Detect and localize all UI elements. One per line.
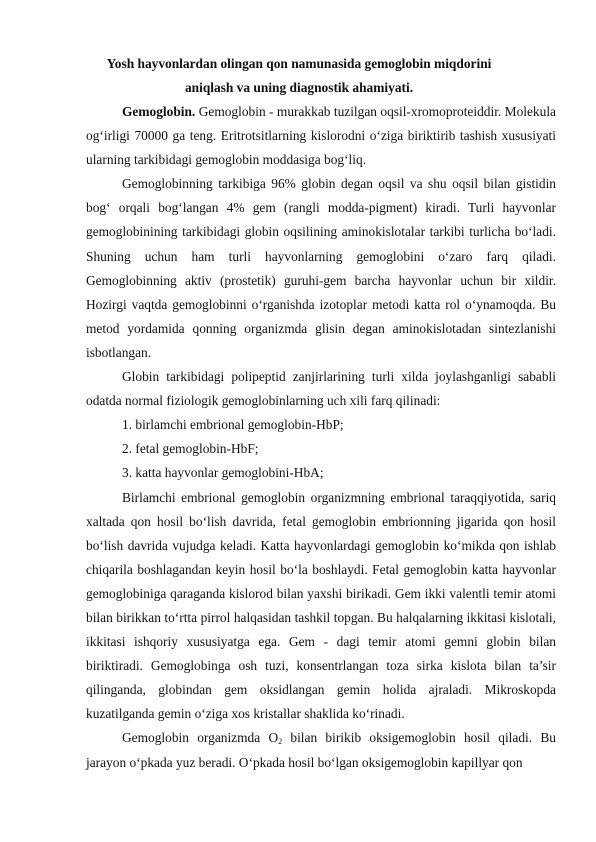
paragraph-gemoglobin [86,100,556,172]
paragraph-oksigemoglobin [86,726,556,774]
term-gemoglobin: Gemoglobin. [122,104,196,119]
paragraph-globin-types: Globin tarkibidagi polipeptid zanjirlarining turli xilda joylashganligi sababli odatda normal fiziologik gemoglobinlarning uch xili farq qilinadi: [86,369,556,409]
paragraph-embrional: Birlamchi embrional gemoglobin organizmning embrional taraqqiyotida, sariq xaltada qon hosil bo‘lish davrida, fetal gemoglobin embrionning jigarida qon hosil bo‘lish davrida vujudga keladi. Katta hayvonlardagi gemoglobin ko‘mikda qon ishlab chiqarila boshlagandan keyin hosil bo‘la boshlaydi. Fetal gemoglobin katta hayvonlar gemoglobiniga qaraganda kislorod bilan yaxshi birikadi. Gem ikki valentli temir atomi bilan birikkan to‘rtta pirrol halqasidan tashkil topgan. Bu halqalarning ikkitasi kislotali, ikkitasi ishqoriy xususiyatga ega. Gem - dagi temir atomi gemni globin bilan biriktiradi. Gemoglobinga osh tuzi, konsentrlangan toza sirka kislota bilan ta’sir qilinganda, globindan gem oksidlangan gemin holida ajraladi. Mikroskopda kuzatilganda gemin o‘ziga xos kristallar shaklida ko‘rinadi. [86,489,556,722]
list-item-hbf: 2. fetal gemoglobin-HbF; [122,441,259,457]
paragraph-1-text: Gemoglobin - murakkab tuzilgan oqsil-xromoproteiddir. Molekula og‘irligi 70000 ga teng. Eritrotsitlarning kislorodni o‘ziga biriktirib tashish xususiyati ularning tarkibidagi gemoglobin moddasiga bog‘liq. [86,104,556,168]
paragraph-5-text-a: Gemoglobin organizmda O [122,730,279,746]
document-body [86,100,556,775]
title-line-1: Yosh hayvonlardan olingan qon namunasida gemoglobin miqdorini [106,56,492,71]
page-title [86,52,512,100]
paragraph-composition: Gemoglobinning tarkibiga 96% globin degan oqsil va shu oqsil bilan gistidin bog‘ orqali bog‘langan 4% gem (rangli modda-pigment) kiradi. Turli hayvonlar gemoglobinining tarkibidagi globin oqsilining aminokislotalar tarkibi turlicha bo‘ladi. Shuning uchun ham turli hayvonlarning gemoglobini o‘zaro farq qiladi. Gemoglobinning aktiv (prostetik) guruhi-gem barcha hayvonlar uchun bir xildir. Hozirgi vaqtda gemoglobinni o‘rganishda izotoplar metodi katta rol o‘ynamoqda. Bu metod yordamida qonning organizmda glisin degan aminokislotadan sintezlanishi isbotlangan. [86,176,556,360]
list-item-hbp: 1. birlamchi embrional gemoglobin-HbP; [122,417,344,433]
paragraph-5-text-b: bilan birikib oksigemoglobin hosil qiladi. Bu jarayon o‘pkada yuz beradi. O‘pkada hosil bo‘lgan oksigemoglobin kapillyar qon [86,730,557,770]
list-item-hba: 3. katta hayvonlar gemoglobini-HbA; [122,465,324,481]
title-line-2: aniqlash va uning diagnostik ahamiyati. [184,80,414,95]
oxygen-subscript: 2 [278,737,283,747]
